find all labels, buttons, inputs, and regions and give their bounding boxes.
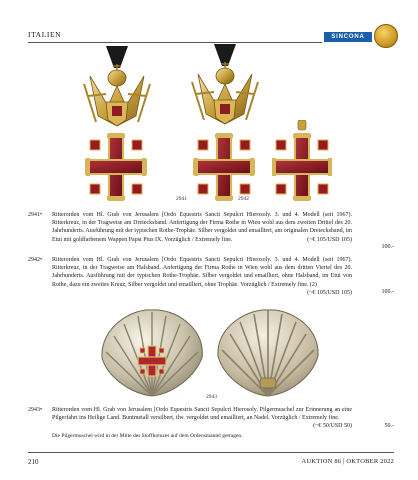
lot-2941 [28,211,394,251]
lot-estimate: (~€ 50/USD 50) [313,423,352,430]
lot-number: 2943• [28,407,43,413]
shell-front [102,310,202,396]
lot-number: 2942• [28,257,43,263]
lot-2942 [28,256,394,298]
page-header [28,30,394,44]
page-number: 210 [28,458,39,466]
lot-2943-note: Die Pilgermuschel wird in der Mitte des Stoffkreuzes auf dem Ordensmantel getragen. [52,433,243,439]
cross-2942-second-image [272,120,332,204]
jerusalem-cross [86,134,146,200]
lot-price: 50.- [384,423,394,429]
gold-coin-logo [374,24,398,48]
auction-info: AUKTION 86 | OKTOBER 2022 [301,458,394,465]
shell-back [218,310,318,396]
lot-description [52,256,352,297]
medal-2942-image [184,44,266,202]
lot-description-text: Ritterorden vom Hl. Grab von Jerusalem [Ordo Equestris Sancti Sepulcri Hierosoly. 3. und 4. Modell (seit 1967). Ritterkreuz, in der Tragweise am Halsband. Anfertigung der Firma Rothe in Wien wohl aus dem dritten Viertel des 20. Jahrhunderts. Ausführung mit der typischen Rothe-Trophäe. Silber vergoldet und emailliert, ohne Halsband, im Etui von Rothe, dazu ein zweites Kreuz, Silber vergoldet und emailliert, ohne Trophäe. Vorzüglich / Extremely fine. (2) [52,257,352,288]
auction-house-logo [324,32,372,42]
lot-price: 100.- [381,289,394,295]
trophy [84,64,150,126]
figure-label-2942: 2942 [238,196,249,202]
header-rule [28,42,322,43]
pilgrim-shells-2943-image [94,306,324,400]
footer-rule [28,452,394,453]
medal-2941-image [76,46,158,202]
figure-label-2943: 2943 [206,394,217,400]
lot-description-text: Ritterorden vom Hl. Grab von Jerusalem [Ordo Equestris Sancti Sepulcri Hierosoly. Pilgermuschel zur Erinnerung an eine Pilgerfahrt ins Heilige Land. Buntmetall versilbert, tlw. vergoldet und emailliert, an Nadel. Vorzüglich / Extremely fine. [52,407,352,422]
figure-label-2941: 2941 [176,196,187,202]
lot-description [52,406,352,431]
lot-estimate: (~€ 105/USD 105) [307,236,352,243]
lot-2943 [28,406,394,432]
logo-text: SINCONA [331,34,365,40]
lot-number: 2941• [28,212,43,218]
lot-price: 100.- [381,244,394,250]
lot-estimate: (~€ 105/USD 105) [307,289,352,296]
section-title: ITALIEN [28,30,62,39]
lot-description [52,211,352,244]
lot-description-text: Ritterorden vom Hl. Grab von Jerusalem [Ordo Equestris Sancti Sepulcri Hierosoly. 3. und 4. Modell (seit 1967). Ritterkreuz, in der Tragweise am Dreiecksband. Anfertigung der Firma Rothe in Wien wohl aus dem zweiten Drittel des 20. Jahrhunderts. Ausführung mit der typischen Rothe-Trophäe. Silber vergoldet und emailliert, am originalen Dreiecksband, im Etui mit goldfarbenem Wappen Papst Pius IX. Vorzüglich / Extremely fine. [52,212,352,243]
